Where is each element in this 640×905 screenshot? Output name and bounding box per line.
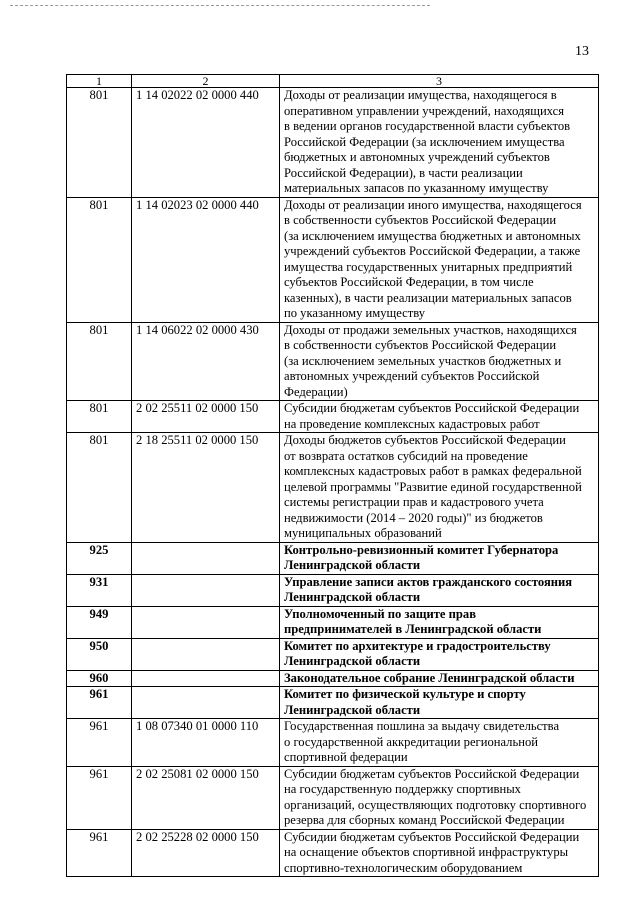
revenue-description (280, 829, 599, 877)
description-line: оперативном управлении учреждений, находящихся (284, 103, 565, 118)
revenue-code (132, 542, 280, 574)
administrator-code: 961 (67, 829, 132, 877)
column-header: 1 (67, 75, 132, 88)
description-line: Субсидии бюджетам субъектов Российской Федерации (284, 401, 580, 415)
description-line: на государственную поддержку спортивных (284, 782, 521, 796)
revenue-code: 2 02 25228 02 0000 150 (132, 829, 280, 877)
description-line: Ленинградской области (284, 654, 421, 668)
description-line: по указанному имуществу (284, 306, 426, 320)
description-line: материальных запасов по указанному имуществу (284, 181, 549, 195)
administrator-code: 960 (67, 670, 132, 687)
description-line: организаций, осуществляющих подготовку спортивного (284, 797, 587, 812)
administrator-code: 801 (67, 322, 132, 401)
revenue-description (280, 638, 599, 670)
description-line: в ведении органов государственной власти субъектов (284, 119, 571, 133)
description-line: Ленинградской области (284, 590, 421, 604)
revenue-description (280, 322, 599, 401)
revenue-code: 2 02 25081 02 0000 150 (132, 766, 280, 829)
description-line: автономных учреждений субъектов Российской (284, 369, 540, 383)
administrator-code: 950 (67, 638, 132, 670)
description-line: спортивно-технологическим оборудованием (284, 860, 523, 875)
revenue-description (280, 766, 599, 829)
description-line: о государственной аккредитации региональной (284, 734, 538, 749)
revenue-description (280, 433, 599, 543)
description-line: (за исключением земельных участков бюджетных и (284, 353, 562, 368)
administrator-code: 801 (67, 197, 132, 322)
description-line: Доходы бюджетов субъектов Российской Федерации (284, 433, 566, 447)
department-heading-row (67, 638, 599, 670)
description-line: резерва для сборных команд Российской Федерации (284, 813, 565, 827)
table-row (67, 829, 599, 877)
revenue-description (280, 719, 599, 767)
revenue-description (280, 542, 599, 574)
description-line: учреждений субъектов Российской Федерации, а также (284, 244, 581, 258)
description-line: комплексных кадастровых работ в рамках федеральной (284, 464, 582, 478)
table-row (67, 401, 599, 433)
administrator-code: 801 (67, 401, 132, 433)
description-line: казенных), в части реализации материальных запасов (284, 290, 572, 305)
description-line: Уполномоченный по защите прав (284, 606, 477, 621)
description-line: Российской Федерации), в части реализации (284, 165, 523, 180)
revenue-codes-table (66, 74, 599, 877)
description-line: Субсидии бюджетам субъектов Российской Федерации (284, 829, 580, 844)
revenue-code (132, 670, 280, 687)
revenue-description (280, 88, 599, 198)
description-line: Доходы от реализации имущества, находящегося в (284, 88, 557, 102)
page-number: 13 (575, 44, 589, 59)
table-row (67, 766, 599, 829)
revenue-description (280, 197, 599, 322)
description-line: на проведение комплексных кадастровых работ (284, 416, 540, 431)
description-line: Доходы от продажи земельных участков, находящихся (284, 322, 577, 337)
table-row (67, 433, 599, 543)
table-row (67, 88, 599, 198)
table-row (67, 197, 599, 322)
administrator-code: 961 (67, 687, 132, 719)
revenue-code: 1 14 02023 02 0000 440 (132, 197, 280, 322)
description-line: в собственности субъектов Российской Федерации (284, 213, 557, 227)
revenue-code: 2 02 25511 02 0000 150 (132, 401, 280, 433)
department-heading-row (67, 670, 599, 687)
description-line: субъектов Российской Федерации, в том числе (284, 275, 534, 289)
revenue-description (280, 401, 599, 433)
revenue-code (132, 574, 280, 606)
column-header: 2 (132, 75, 280, 88)
administrator-code: 925 (67, 542, 132, 574)
description-line: Управление записи актов гражданского состояния (284, 574, 573, 589)
description-line: Доходы от реализации иного имущества, находящегося (284, 197, 582, 212)
department-heading-row (67, 542, 599, 574)
revenue-code: 1 14 02022 02 0000 440 (132, 88, 280, 198)
description-line: бюджетных и автономных учреждений субъектов (284, 150, 550, 164)
description-line: Субсидии бюджетам субъектов Российской Федерации (284, 766, 580, 781)
revenue-code (132, 638, 280, 670)
description-line: спортивной федерации (284, 750, 408, 764)
administrator-code: 801 (67, 88, 132, 198)
description-line: предпринимателей в Ленинградской области (284, 622, 542, 636)
description-line: Законодательное собрание Ленинградской области (284, 670, 575, 685)
description-line: Федерации) (284, 384, 348, 399)
column-header: 3 (280, 75, 599, 88)
description-line: недвижимости (2014 – 2020 годы)" из бюджетов (284, 510, 543, 525)
description-line: Ленинградской области (284, 558, 421, 572)
department-heading-row (67, 574, 599, 606)
description-line: целевой программы "Развитие единой государственной (284, 479, 582, 494)
description-line: в собственности субъектов Российской Федерации (284, 338, 557, 352)
table-body (67, 88, 599, 877)
revenue-code (132, 606, 280, 638)
description-line: Государственная пошлина за выдачу свидетельства (284, 719, 560, 733)
description-line: от возврата остатков субсидий на проведение (284, 448, 528, 463)
description-line: Комитет по архитектуре и градостроительству (284, 638, 551, 653)
description-line: Ленинградской области (284, 702, 421, 717)
department-heading-row (67, 606, 599, 638)
administrator-code: 801 (67, 433, 132, 543)
description-line: (за исключением имущества бюджетных и автономных (284, 228, 581, 243)
revenue-code: 1 08 07340 01 0000 110 (132, 719, 280, 767)
table-row (67, 322, 599, 401)
description-line: Российской Федерации (за исключением имущества (284, 134, 565, 149)
department-heading-row (67, 687, 599, 719)
description-line: имущества государственных унитарных предприятий (284, 259, 573, 274)
revenue-code: 2 18 25511 02 0000 150 (132, 433, 280, 543)
table-header-row (67, 75, 599, 88)
description-line: Контрольно-ревизионный комитет Губернатора (284, 542, 559, 557)
revenue-description (280, 670, 599, 687)
revenue-description (280, 606, 599, 638)
administrator-code: 931 (67, 574, 132, 606)
revenue-description (280, 687, 599, 719)
description-line: муниципальных образований (284, 526, 442, 540)
scan-artifact-line (10, 5, 430, 7)
table-row (67, 719, 599, 767)
revenue-code: 1 14 06022 02 0000 430 (132, 322, 280, 401)
revenue-code (132, 687, 280, 719)
description-line: Комитет по физической культуре и спорту (284, 687, 526, 701)
administrator-code: 961 (67, 766, 132, 829)
revenue-description (280, 574, 599, 606)
administrator-code: 961 (67, 719, 132, 767)
administrator-code: 949 (67, 606, 132, 638)
description-line: системы регистрации прав и кадастрового учета (284, 495, 544, 509)
description-line: на оснащение объектов спортивной инфраструктуры (284, 845, 569, 859)
